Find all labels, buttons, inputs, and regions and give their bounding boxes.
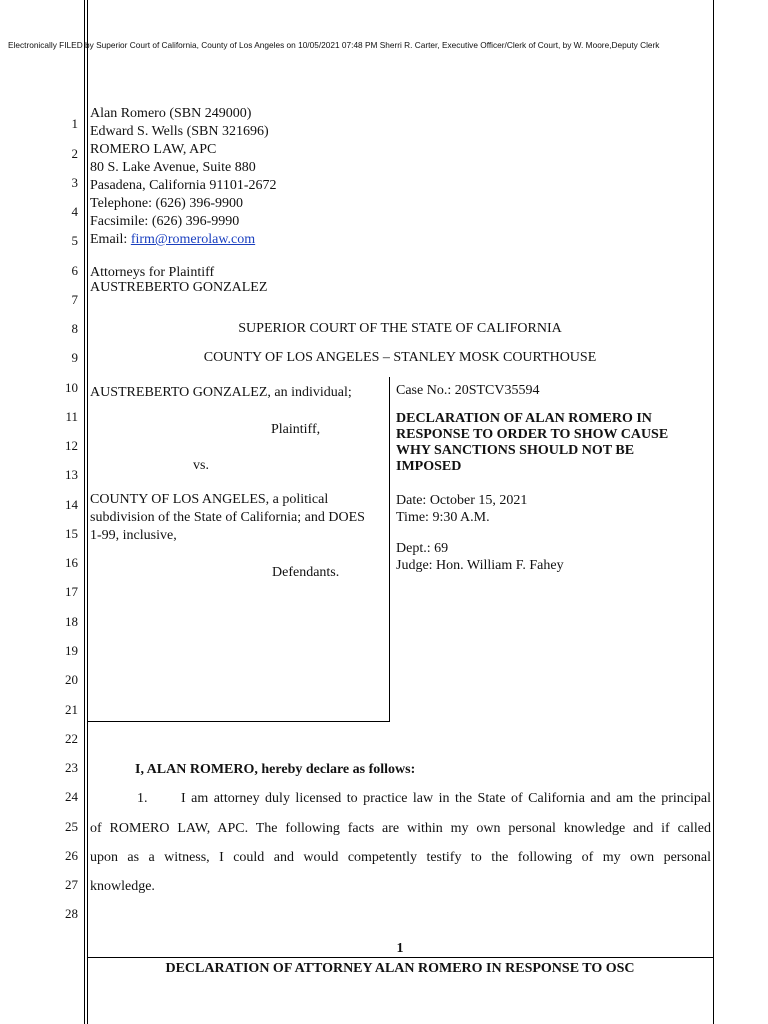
paragraph-1-line-4: knowledge. — [90, 879, 155, 894]
paragraph-1-line-1: I am attorney duly licensed to practice law in the State of California and am the principal — [181, 791, 711, 806]
caption-bottom-rule — [88, 721, 390, 722]
line-number: 24 — [65, 789, 78, 804]
line-number: 18 — [65, 614, 78, 629]
email-link[interactable]: firm@romerolaw.com — [130, 232, 256, 247]
document-title-line-3: WHY SANCTIONS SHOULD NOT BE — [396, 443, 635, 458]
document-title-line-4: IMPOSED — [396, 459, 462, 474]
email-label: Email: — [90, 232, 131, 247]
pleading-left-rule-outer — [84, 0, 85, 1024]
firm-name: ROMERO LAW, APC — [90, 142, 217, 157]
line-number: 16 — [65, 555, 78, 570]
counsel-name-1: Alan Romero (SBN 249000) — [90, 106, 252, 121]
line-number: 2 — [71, 146, 78, 161]
line-number: 13 — [65, 467, 78, 482]
defendant-line-3: 1-99, inclusive, — [90, 528, 177, 543]
caption-divider — [389, 377, 390, 722]
line-number: 21 — [65, 702, 78, 717]
line-number: 28 — [65, 906, 78, 921]
line-number: 12 — [65, 438, 78, 453]
line-number: 10 — [65, 380, 78, 395]
defendants-label: Defendants. — [272, 565, 340, 580]
line-number: 1 — [71, 116, 78, 131]
judge: Judge: Hon. William F. Fahey — [396, 558, 564, 573]
firm-telephone: Telephone: (626) 396-9900 — [90, 196, 243, 211]
line-number: 15 — [65, 526, 78, 541]
plaintiff-label: Plaintiff, — [271, 422, 321, 437]
line-number: 22 — [65, 731, 78, 746]
page-number: 1 — [396, 941, 404, 956]
paragraph-number: 1. — [137, 791, 148, 806]
pleading-right-rule — [713, 0, 714, 1024]
line-number: 4 — [71, 204, 78, 219]
firm-email-line — [90, 231, 255, 249]
line-number: 9 — [71, 350, 78, 365]
hearing-time: Time: 9:30 A.M. — [396, 510, 490, 525]
hearing-date: Date: October 15, 2021 — [396, 493, 528, 508]
plaintiff-name: AUSTREBERTO GONZALEZ, an individual; — [90, 385, 352, 400]
attorneys-for: Attorneys for Plaintiff — [90, 265, 215, 280]
versus: vs. — [193, 458, 209, 473]
counsel-name-2: Edward S. Wells (SBN 321696) — [90, 124, 269, 139]
declaration-intro: I, ALAN ROMERO, hereby declare as follows: — [135, 762, 416, 777]
pleading-left-rule-inner — [87, 0, 88, 1024]
line-number: 20 — [65, 672, 78, 687]
document-title — [396, 411, 716, 475]
department: Dept.: 69 — [396, 541, 449, 556]
footer-title: DECLARATION OF ATTORNEY ALAN ROMERO IN RESPONSE TO OSC — [165, 961, 635, 976]
paragraph-1-line-3: upon as a witness, I could and would competently testify to the following of my own personal — [90, 850, 711, 865]
line-number: 5 — [71, 233, 78, 248]
line-number: 14 — [65, 497, 78, 512]
case-number: Case No.: 20STCV35594 — [396, 383, 540, 398]
paragraph-1-line-2: of ROMERO LAW, APC. The following facts are within my own personal knowledge and if called — [90, 821, 711, 836]
client-name: AUSTREBERTO GONZALEZ — [90, 280, 268, 295]
defendant-line-1: COUNTY OF LOS ANGELES, a political — [90, 492, 329, 507]
line-number: 26 — [65, 848, 78, 863]
line-number: 3 — [71, 175, 78, 190]
line-number: 11 — [65, 409, 78, 424]
defendant-line-2: subdivision of the State of California; and DOES — [90, 510, 365, 525]
line-number: 7 — [71, 292, 78, 307]
line-number: 23 — [65, 760, 78, 775]
document-title-line-1: DECLARATION OF ALAN ROMERO IN — [396, 411, 652, 426]
court-name: SUPERIOR COURT OF THE STATE OF CALIFORNIA — [238, 321, 562, 336]
line-number: 27 — [65, 877, 78, 892]
filing-stamp: Electronically FILED by Superior Court of California, County of Los Angeles on 10/05/2021 07:48 PM Sherri R. Carter, Executive Officer/Clerk of Court, by W. Moore,Deputy Clerk — [8, 40, 660, 50]
firm-address-1: 80 S. Lake Avenue, Suite 880 — [90, 160, 256, 175]
line-number: 6 — [71, 263, 78, 278]
line-number: 19 — [65, 643, 78, 658]
line-number: 25 — [65, 819, 78, 834]
line-number: 17 — [65, 584, 78, 599]
line-number: 8 — [71, 321, 78, 336]
document-title-line-2: RESPONSE TO ORDER TO SHOW CAUSE — [396, 427, 669, 442]
firm-facsimile: Facsimile: (626) 396-9990 — [90, 214, 240, 229]
footer-rule — [88, 957, 714, 958]
firm-address-2: Pasadena, California 91101-2672 — [90, 178, 277, 193]
court-location: COUNTY OF LOS ANGELES – STANLEY MOSK COURTHOUSE — [203, 350, 597, 365]
